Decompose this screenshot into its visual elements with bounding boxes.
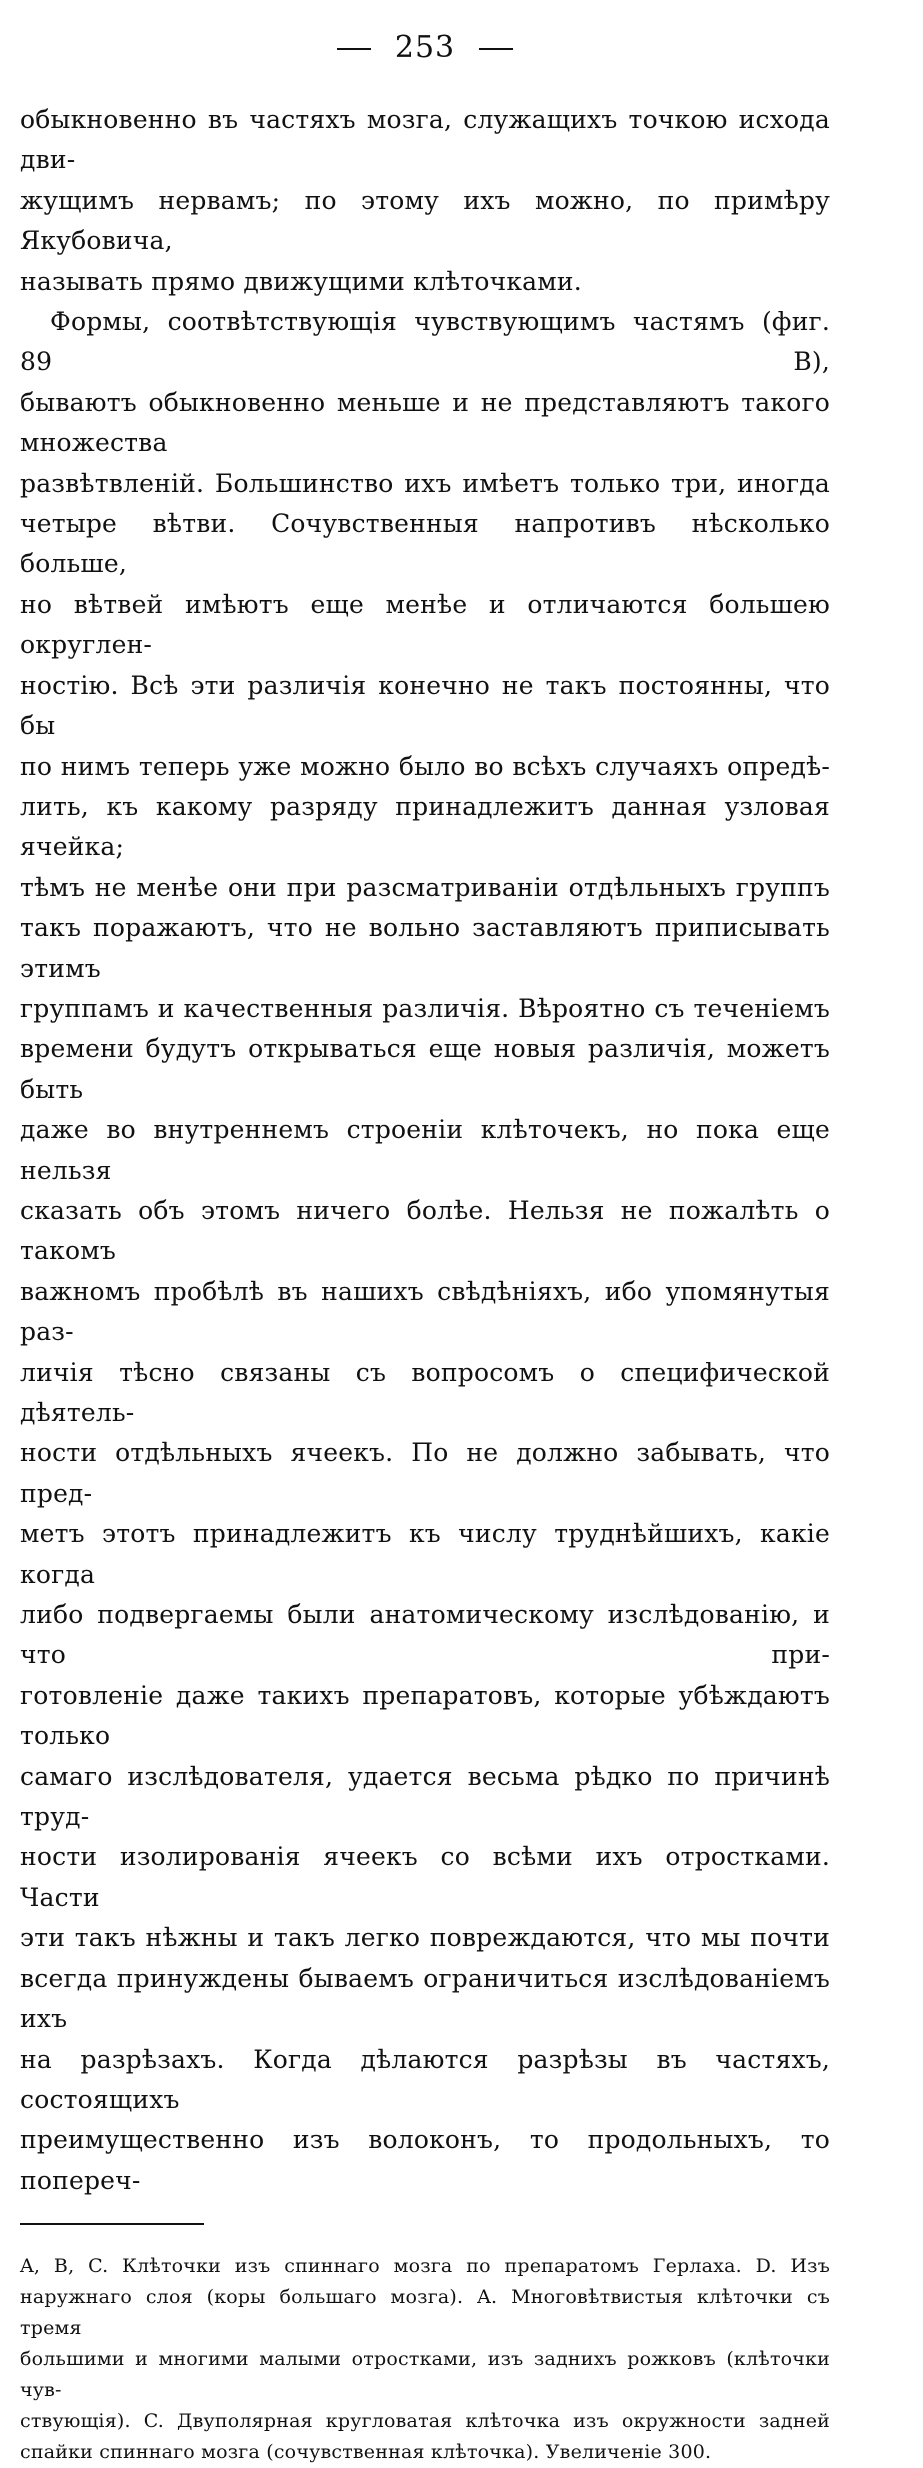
footnote-divider — [20, 2223, 204, 2225]
footnote-line: ствующія). C. Двуполярная кругловатая клѣточка изъ окружности задней — [20, 2410, 830, 2433]
text-line: обыкновенно въ частяхъ мозга, служащихъ точкою исхода дви- — [20, 105, 830, 175]
text-line: важномъ пробѣлѣ въ нашихъ свѣдѣніяхъ, ибо упомянутыя раз- — [20, 1276, 830, 1347]
text-line: по нимъ теперь уже можно было во всѣхъ случаяхъ опредѣ- — [20, 751, 830, 781]
page-header — [20, 24, 830, 72]
text-line: даже во внутреннемъ строеніи клѣточекъ, но пока еще нельзя — [20, 1115, 830, 1185]
right-dash — [479, 48, 513, 50]
text-line: но вѣтвей имѣютъ еще менѣе и отличаются большею округлен- — [20, 589, 830, 660]
footnote-line: наружнаго слоя (коры большаго мозга). A. Многовѣтвистыя клѣточки съ тремя — [20, 2286, 830, 2340]
text-line: бываютъ обыкновенно меньше и не представляютъ такого множества — [20, 387, 830, 458]
text-line: развѣтвленій. Большинство ихъ имѣетъ только три, иногда — [20, 468, 830, 498]
text-line: сказать объ этомъ ничего болѣе. Нельзя не пожалѣть о такомъ — [20, 1195, 830, 1266]
text-line: на разрѣзахъ. Когда дѣлаются разрѣзы въ частяхъ, состоящихъ — [20, 2044, 830, 2114]
text-line: жущимъ нервамъ; по этому ихъ можно, по примѣру Якубовича, — [20, 185, 830, 256]
text-line: ности отдѣльныхъ ячеекъ. По не должно забывать, что пред- — [20, 1438, 830, 1508]
text-line: ности изолированія ячеекъ со всѣми ихъ отростками. Части — [20, 1842, 830, 1912]
text-line: либо подвергаемы были анатомическому изслѣдованію, и что при- — [20, 1600, 830, 1670]
book-page — [20, 24, 830, 2468]
text-line: эти такъ нѣжны и такъ легко повреждаются, что мы почти — [20, 1923, 830, 1953]
footnote — [20, 2251, 830, 2468]
text-line: такъ поражаютъ, что не вольно заставляютъ приписывать этимъ — [20, 913, 830, 983]
body-text — [20, 100, 830, 2201]
text-line: личія тѣсно связаны съ вопросомъ о специфической дѣятель- — [20, 1357, 830, 1427]
text-line: самаго изслѣдователя, удается весьма рѣдко по причинѣ труд- — [20, 1761, 830, 1832]
text-line: группамъ и качественныя различія. Вѣроятно съ теченіемъ — [20, 993, 830, 1023]
text-line: четыре вѣтви. Сочувственныя напротивъ нѣсколько больше, — [20, 509, 830, 579]
text-line: лить, къ какому разряду принадлежитъ данная узловая ячейка; — [20, 791, 830, 862]
footnote-line: большими и многими малыми отростками, изъ заднихъ рожковъ (клѣточки чув- — [20, 2348, 830, 2402]
text-line: тѣмъ не менѣе они при разсматриваніи отдѣльныхъ группъ — [20, 872, 830, 902]
text-line: преимущественно изъ волоконъ, то продольныхъ, то попереч- — [20, 2125, 830, 2195]
page-number: 253 — [394, 30, 456, 65]
footnote-line: A, B, C. Клѣточки изъ спиннаго мозга по препаратомъ Герлаха. D. Изъ — [20, 2255, 830, 2278]
footnote-line: спайки спиннаго мозга (сочувственная клѣточка). Увеличеніе 300. — [20, 2441, 712, 2464]
text-line: времени будутъ открываться еще новыя различія, можетъ быть — [20, 1034, 830, 1104]
text-line: готовленіе даже такихъ препаратовъ, которые убѣждаютъ только — [20, 1680, 830, 1751]
text-line: ностію. Всѣ эти различія конечно не такъ постоянны, что бы — [20, 670, 830, 741]
left-dash — [337, 48, 371, 50]
text-line: называть прямо движущими клѣточками. — [20, 266, 582, 296]
text-line: всегда принуждены бываемъ ограничиться изслѣдованіемъ ихъ — [20, 1963, 830, 2034]
text-line: Формы, соотвѣтствующія чувствующимъ частямъ (фиг. 89 B), — [20, 307, 830, 377]
text-line: метъ этотъ принадлежитъ къ числу труднѣйшихъ, какіе когда — [20, 1519, 830, 1589]
